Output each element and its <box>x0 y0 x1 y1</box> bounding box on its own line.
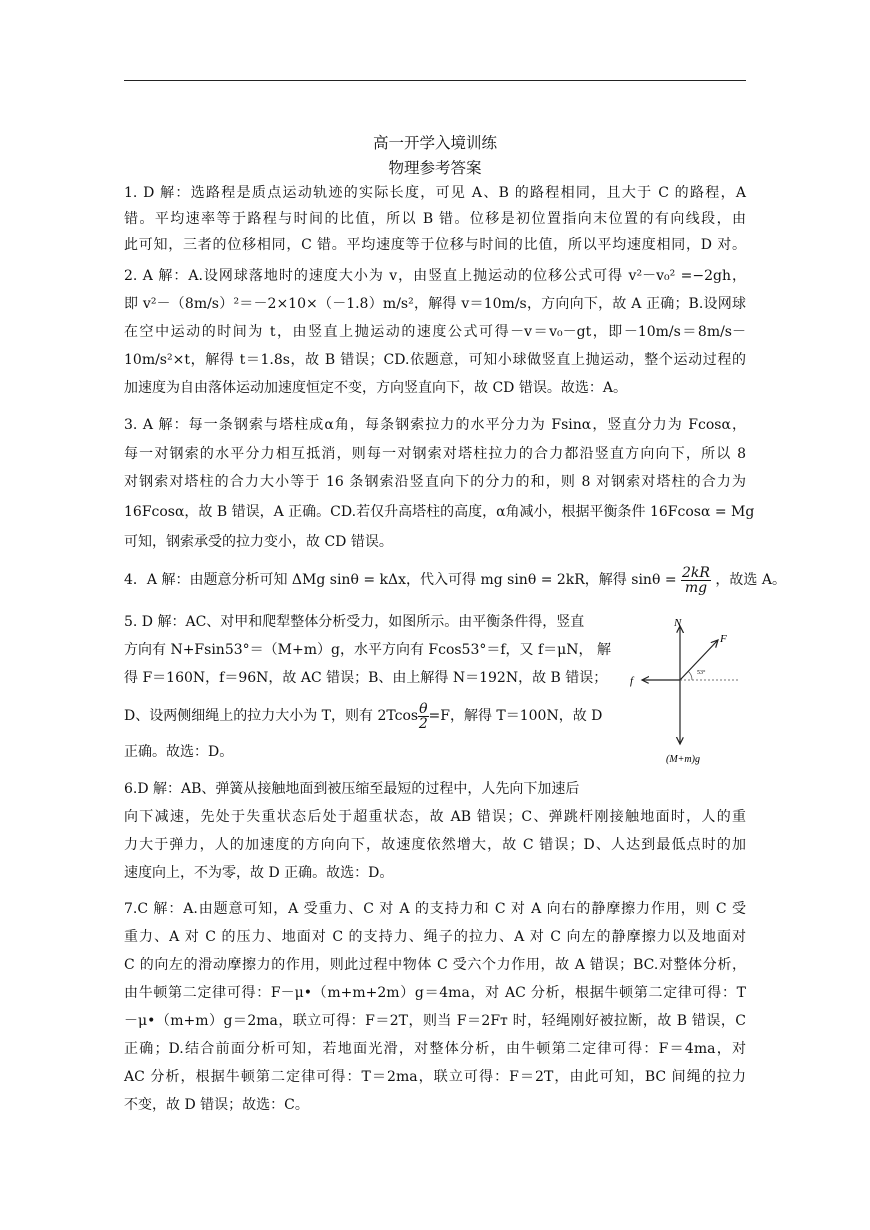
text-line: 可知，钢索承受的拉力变小，故 CD 错误。 <box>124 534 393 550</box>
q5-d-text-end: =F，解得 T＝100N，故 D <box>428 708 603 724</box>
text-line: 由牛顿第二定律可得：F－μ•（m+m+2m）g＝4ma，对 AC 分析，根据牛顿第二定律可得：T <box>124 985 746 1001</box>
label-N: N <box>674 617 682 629</box>
text-line: 7.C 解：A.由题意可知，A 受重力、C 对 A 的支持力和 C 对 A 向右的静摩擦力作用，则 C 受 <box>124 901 746 917</box>
q4-text: 4．A 解：由题意分析可知 ΔMg sinθ = kΔx，代入可得 mg sinθ = 2kR，解得 sinθ = <box>124 572 677 588</box>
q4-fraction <box>681 566 711 595</box>
text-line: 1. D 解：选路程是质点运动轨迹的实际长度，可见 A、B 的路程相同，且大于 C 的路程，A <box>124 185 746 201</box>
q5-numerator: θ <box>419 700 428 717</box>
q4-numerator: 2kR <box>682 564 710 581</box>
q4-text-end: ，故选 A。 <box>715 572 786 588</box>
text-line: －μ•（m+m）g＝2ma，联立可得：F＝2T，则当 F＝2Fᴛ 时，轻绳刚好被拉断，故 B 错误，C <box>124 1013 746 1029</box>
text-line: 6.D 解：AB、弹簧从接触地面到被压缩至最短的过程中，人先向下加速后 <box>124 781 580 797</box>
text-line: 力大于弹力，人的加速度的方向向下，故速度依然增大，故 C 错误；D、人达到最低点时的加 <box>124 837 746 853</box>
text-line: 速度向上，不为零，故 D 正确。故选：D。 <box>124 865 394 881</box>
text-line: 3. A 解：每一条钢索与塔柱成α角，每条钢索拉力的水平分力为 Fsinα，竖直分力为 Fcosα， <box>124 417 746 433</box>
text-line: 错。平均速率等于路程与时间的比值，所以 B 错。位移是初位置指向末位置的有向线段，由 <box>124 211 746 227</box>
q5-d-text: D、设两侧细绳上的拉力大小为 T，则有 2Tcos <box>124 708 419 724</box>
text-line: 每一对钢索的水平分力相互抵消，则每一对钢索对塔柱拉力的合力都沿竖直方向向下，所以 8 <box>124 446 746 462</box>
text-line: 即 v²－（8m/s）²＝－2×10×（－1.8）m/s²，解得 v＝10m/s，方向向下，故 A 正确；B.设网球 <box>124 296 746 312</box>
text-line: 得 F＝160N，f＝96N，故 AC 错误；B、由上解得 N＝192N，故 B 错误； <box>124 670 608 686</box>
header-rule <box>124 80 746 81</box>
q5-fraction <box>418 702 428 731</box>
label-F: F <box>720 633 727 645</box>
text-line: 2. A 解：A.设网球落地时的速度大小为 v，由竖直上抛运动的位移公式可得 v²－v₀² =−2gh， <box>124 268 746 284</box>
text-line: 5. D 解：AC、对甲和爬犁整体分析受力，如图所示。由平衡条件得，竖直 <box>124 614 585 630</box>
q4-denominator: mg <box>684 579 708 596</box>
text-line: 16Fcosα，故 B 错误，A 正确。CD.若仅升高塔柱的高度，α角减小，根据平衡条件 16Fcosα = Mg <box>124 504 755 520</box>
question-4 <box>124 564 786 596</box>
question-5-d <box>124 700 620 732</box>
text-line: 在空中运动的时间为 t，由竖直上抛运动的速度公式可得－v＝v₀－gt，即－10m/s＝8m/s－ <box>124 324 746 340</box>
page-title: 高一开学入境训练 <box>372 134 497 152</box>
label-weight: (M+m)g <box>666 754 700 765</box>
text-line: 10m/s²×t，解得 t＝1.8s，故 B 错误；CD.依题意，可知小球做竖直上抛运动，整个运动过程的 <box>124 352 746 368</box>
angle-arc <box>688 671 692 680</box>
force-diagram <box>620 608 746 768</box>
text-line: AC 分析，根据牛顿第二定律可得：T＝2ma，联立可得：F＝2T，由此可知，BC 间绳的拉力 <box>124 1069 746 1085</box>
text-line: 此可知，三者的位移相同，C 错。平均速度等于位移与时间的比值，所以平均速度相同，D 对。 <box>124 237 746 253</box>
label-f: f <box>630 675 634 687</box>
text-line: 不变，故 D 错误；故选：C。 <box>124 1097 309 1113</box>
text-line: 对钢索对塔柱的合力大小等于 16 条钢索沿竖直向下的分力的和，则 8 对钢索对塔柱的合力为 <box>124 474 746 490</box>
text-line: 方向有 N+Fsin53°＝（M+m）g，水平方向有 Fcos53°＝f，又 f＝μN， 解 <box>124 642 611 658</box>
text-line: C 的向左的滑动摩擦力的作用，则此过程中物体 C 受六个力作用，故 A 错误；BC.对整体分析， <box>124 957 746 973</box>
q5-denominator: 2 <box>418 715 428 732</box>
text-line: 正确；D.结合前面分析可知，若地面光滑，对整体分析，由牛顿第二定律可得：F＝4ma，对 <box>124 1041 746 1057</box>
text-line: 正确。故选：D。 <box>124 744 234 760</box>
text-line: 加速度为自由落体运动加速度恒定不变，方向竖直向下，故 CD 错误。故选：A。 <box>124 380 627 396</box>
text-line: 重力、A 对 C 的压力、地面对 C 的支持力、绳子的拉力、A 对 C 向左的静摩擦力以及地面对 <box>124 929 746 945</box>
page-subtitle: 物理参考答案 <box>388 159 482 177</box>
text-line: 向下减速，先处于失重状态后处于超重状态，故 AB 错误；C、弹跳杆刚接触地面时，人的重 <box>124 809 746 825</box>
label-angle: 53° <box>697 670 706 676</box>
